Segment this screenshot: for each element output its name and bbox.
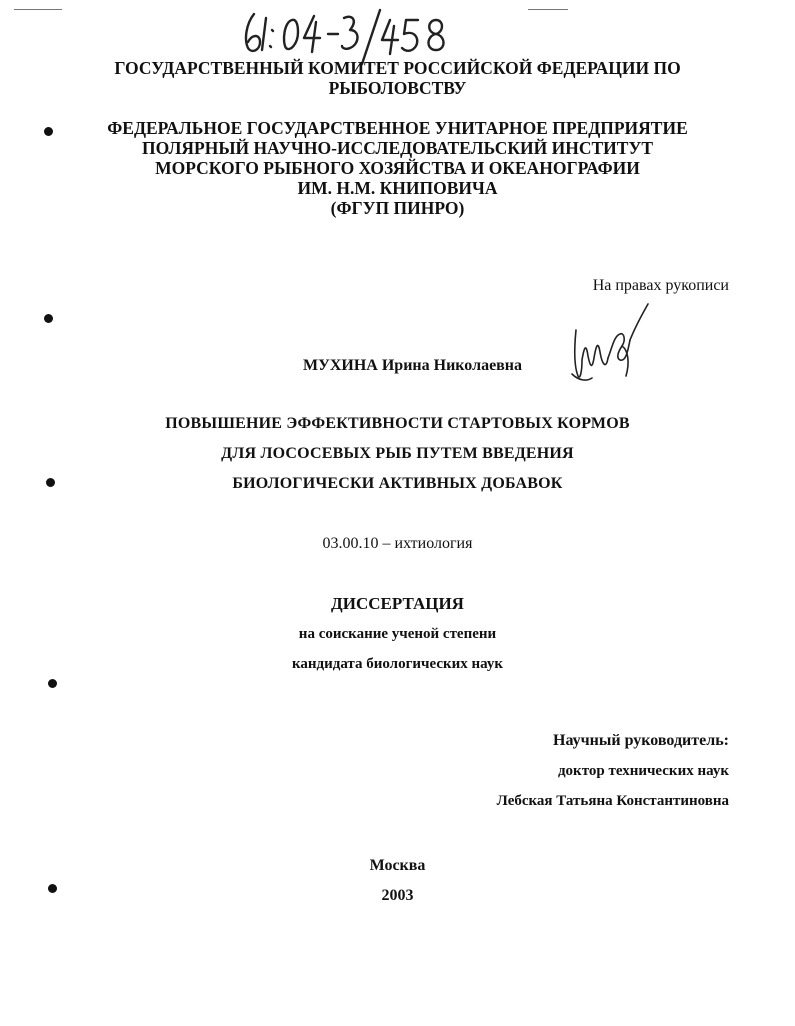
institution-line-4: ИМ. Н.М. КНИПОВИЧА <box>297 178 498 198</box>
year: 2003 <box>381 887 414 904</box>
city: Москва <box>369 857 426 874</box>
author-signature <box>568 300 658 388</box>
top-rule-right <box>528 9 568 10</box>
dissertation-degree-line-2: кандидата биологических наук <box>291 656 504 672</box>
punch-mark-5 <box>48 884 57 893</box>
punch-mark-4 <box>48 679 57 688</box>
specialty-code: 03.00.10 – ихтиология <box>322 535 473 552</box>
thesis-title-line-2: ДЛЯ ЛОСОСЕВЫХ РЫБ ПУТЕМ ВВЕДЕНИЯ <box>221 445 574 462</box>
supervisor-degree: доктор технических наук <box>557 763 729 779</box>
dissertation-degree-line-1: на соискание ученой степени <box>298 626 497 642</box>
punch-mark-2 <box>44 314 53 323</box>
supervisor-name: Лебская Татьяна Константиновна <box>496 793 729 809</box>
thesis-title-line-1: ПОВЫШЕНИЕ ЭФФЕКТИВНОСТИ СТАРТОВЫХ КОРМОВ <box>165 415 630 432</box>
thesis-title-line-3: БИОЛОГИЧЕСКИ АКТИВНЫХ ДОБАВОК <box>232 475 563 492</box>
supervisor-label: Научный руководитель: <box>553 732 729 749</box>
handwritten-archive-number <box>240 6 470 66</box>
manuscript-note: На правах рукописи <box>592 277 729 294</box>
top-rule-left <box>14 9 62 10</box>
institution-line-5: (ФГУП ПИНРО) <box>330 198 465 218</box>
institution-line-1: ФЕДЕРАЛЬНОЕ ГОСУДАРСТВЕННОЕ УНИТАРНОЕ ПРЕДПРИЯТИЕ <box>107 118 688 138</box>
institution-line-3: МОРСКОГО РЫБНОГО ХОЗЯЙСТВА И ОКЕАНОГРАФИИ <box>155 158 640 178</box>
dissertation-heading: ДИССЕРТАЦИЯ <box>331 594 464 613</box>
institution-line-2: ПОЛЯРНЫЙ НАУЧНО-ИССЛЕДОВАТЕЛЬСКИЙ ИНСТИТУТ <box>142 138 653 158</box>
committee-line-2: РЫБОЛОВСТВУ <box>328 78 467 98</box>
author-name: МУХИНА Ирина Николаевна <box>303 357 523 374</box>
punch-mark-3 <box>46 478 55 487</box>
committee-line-1: ГОСУДАРСТВЕННЫЙ КОМИТЕТ РОССИЙСКОЙ ФЕДЕРАЦИИ ПО <box>114 58 681 78</box>
punch-mark-1 <box>44 127 53 136</box>
